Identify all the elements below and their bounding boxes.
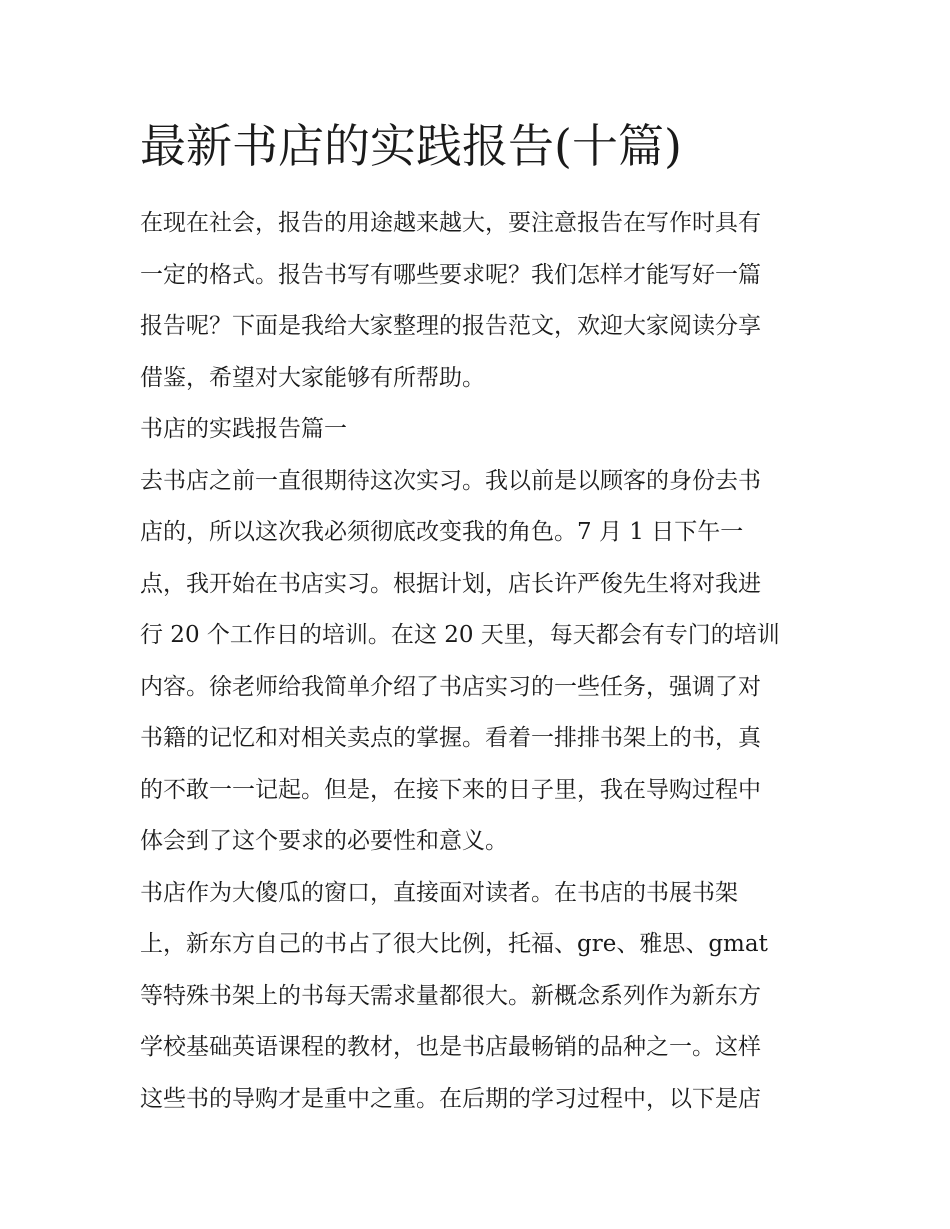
document-title: 最新书店的实践报告(十篇) (140, 119, 682, 173)
paragraph-line: 书籍的记忆和对相关卖点的掌握。看着一排排书架上的书，真 (140, 725, 761, 751)
document-body (140, 198, 820, 1125)
paragraph-line: 行 20 个工作日的培训。在这 20 天里，每天都会有专门的培训 (140, 622, 780, 648)
paragraph-line: 借鉴，希望对大家能够有所帮助。 (140, 364, 485, 391)
paragraph-line: 店的，所以这次我必须彻底改变我的角色。7 月 1 日下午一 (140, 519, 744, 545)
paragraph-line: 的不敢一一记起。但是，在接下来的日子里，我在导购过程中 (140, 776, 761, 803)
paragraph-line: 一定的格式。报告书写有哪些要求呢？我们怎样才能写好一篇 (140, 261, 761, 288)
paragraph-line: 学校基础英语课程的教材，也是书店最畅销的品种之一。这样 (140, 1034, 761, 1060)
paragraph-line: 在现在社会，报告的用途越来越大，要注意报告在写作时具有 (140, 210, 761, 236)
section-heading: 书店的实践报告篇一 (140, 416, 347, 442)
paragraph-line: 这些书的导购才是重中之重。在后期的学习过程中，以下是店 (140, 1085, 761, 1112)
paragraph-line: 等特殊书架上的书每天需求量都很大。新概念系列作为新东方 (140, 982, 761, 1009)
paragraph-line: 点，我开始在书店实习。根据计划，店长许严俊先生将对我进 (140, 570, 761, 597)
paragraph-line: 书店作为大傻瓜的窗口，直接面对读者。在书店的书展书架 (140, 879, 738, 906)
paragraph-line: 体会到了这个要求的必要性和意义。 (140, 828, 508, 854)
paragraph-line: 去书店之前一直很期待这次实习。我以前是以顾客的身份去书 (140, 467, 761, 494)
paragraph-line: 上，新东方自己的书占了很大比例，托福、gre、雅思、gmat (140, 931, 768, 957)
paragraph-line: 内容。徐老师给我简单介绍了书店实习的一些任务，强调了对 (140, 673, 761, 700)
paragraph-line: 报告呢？下面是我给大家整理的报告范文，欢迎大家阅读分享 (140, 313, 761, 339)
